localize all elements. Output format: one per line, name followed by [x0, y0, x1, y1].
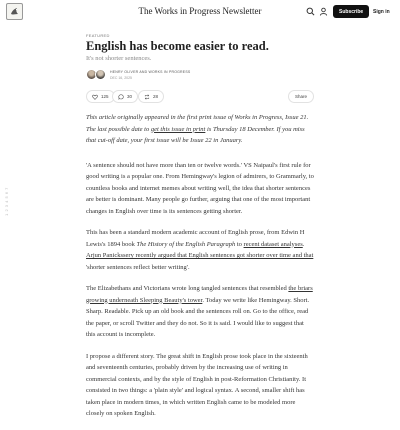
byline — [86, 67, 314, 83]
post-title: English has become easier to read. — [86, 39, 269, 53]
post-actions — [86, 90, 314, 104]
restack-icon — [144, 94, 150, 100]
briars-link[interactable]: the briars growing underneath Sleeping Beauty's tower — [86, 285, 313, 304]
share-button[interactable]: Share — [288, 90, 314, 103]
paragraph-3 — [86, 283, 314, 341]
restack-count: 28 — [153, 94, 159, 99]
intro-text: is Thursday 18 December. If you miss that cut-off date, your first issue will be Issue 22 in January. — [86, 125, 305, 144]
paragraph-2 — [86, 227, 314, 273]
intro-text: This article originally appeared in the first print issue of Works in Progress, Issue 21. The last possible date to — [86, 114, 309, 133]
book-title: The History of the English Paragraph — [136, 240, 236, 248]
sign-in-button[interactable]: Sign in — [368, 5, 395, 18]
byline-authors[interactable]: HENRY OLIVER AND WORKS IN PROGRESS — [110, 70, 191, 74]
paragraph-text: to — [235, 240, 244, 248]
comment-button[interactable] — [112, 90, 138, 103]
side-scroll-indicator[interactable] — [3, 176, 9, 226]
heart-icon — [92, 94, 98, 100]
comment-icon — [118, 94, 124, 100]
post-date: DEC 16, 2025 — [110, 76, 132, 80]
paragraph-text: 'shorter sentences reflect better writing'. — [86, 263, 190, 271]
section-label[interactable]: FEATURED — [86, 33, 110, 38]
like-button[interactable] — [86, 90, 115, 103]
side-indicator-text: 1 2 3 4 5 6 7 — [3, 186, 9, 216]
subscribe-button[interactable]: Subscribe — [333, 5, 369, 18]
paragraph-text: The Elizabethans and Victorians wrote long tangled sentences that resembled — [86, 285, 289, 292]
paragraph-text: . — [302, 240, 305, 248]
dataset-analyses-link[interactable]: recent dataset analyses — [243, 240, 303, 248]
paragraph-1: 'A sentence should not have more than ten or twelve words.' VS Naipaul's first rule for good writing is a popular one. From Hemingway's legion of admirers, to Grammarly, to countless books and internet memes about writing well, the idea that shorter sentences are better is dominant. Many people go further, arguing that one of the most important changes in English over time is its sentences getting shorter. — [86, 161, 314, 215]
intro-paragraph — [86, 112, 314, 147]
article-body — [86, 112, 314, 430]
paragraph-text: . Today we write like Hemingway. Short. Sharp. Readable. Pick up an old book and the sentences roll on. Go to the office, read the paper, or scroll Twitter and they do not. So it is said. I would like to suggest that this account is incomplete. — [86, 296, 310, 338]
like-count: 125 — [101, 94, 109, 99]
author-avatar[interactable] — [95, 69, 106, 80]
paragraph-text: This has been a standard modern academic account of English prose, from Edwin H Lewis's 1894 book — [86, 229, 305, 248]
post-subtitle: It's not shorter sentences. — [86, 55, 152, 62]
top-bar — [0, 0, 400, 24]
paragraph-4: I propose a different story. The great shift in English prose took place in the sixteenth and seventeenth centuries, probably driven by the increasing use of writing in commercial contexts, and by the style of English in post-Reformation Christianity. It consisted in two things: a 'plain style' and logical syntax. A second, smaller shift has taken place in modern times, in which written English came to be modeled more closely on spoken English. — [86, 352, 308, 417]
print-issue-link[interactable]: get this issue in print — [150, 125, 206, 133]
comment-count: 30 — [127, 94, 133, 99]
site-title[interactable]: The Works in Progress Newsletter — [138, 6, 262, 16]
restack-button[interactable] — [138, 90, 164, 103]
panickssery-link[interactable]: Arjun Panickssery recently argued that English sentences got shorter over time and that — [86, 252, 314, 259]
account-icon[interactable] — [318, 6, 329, 17]
search-icon[interactable] — [305, 6, 316, 17]
